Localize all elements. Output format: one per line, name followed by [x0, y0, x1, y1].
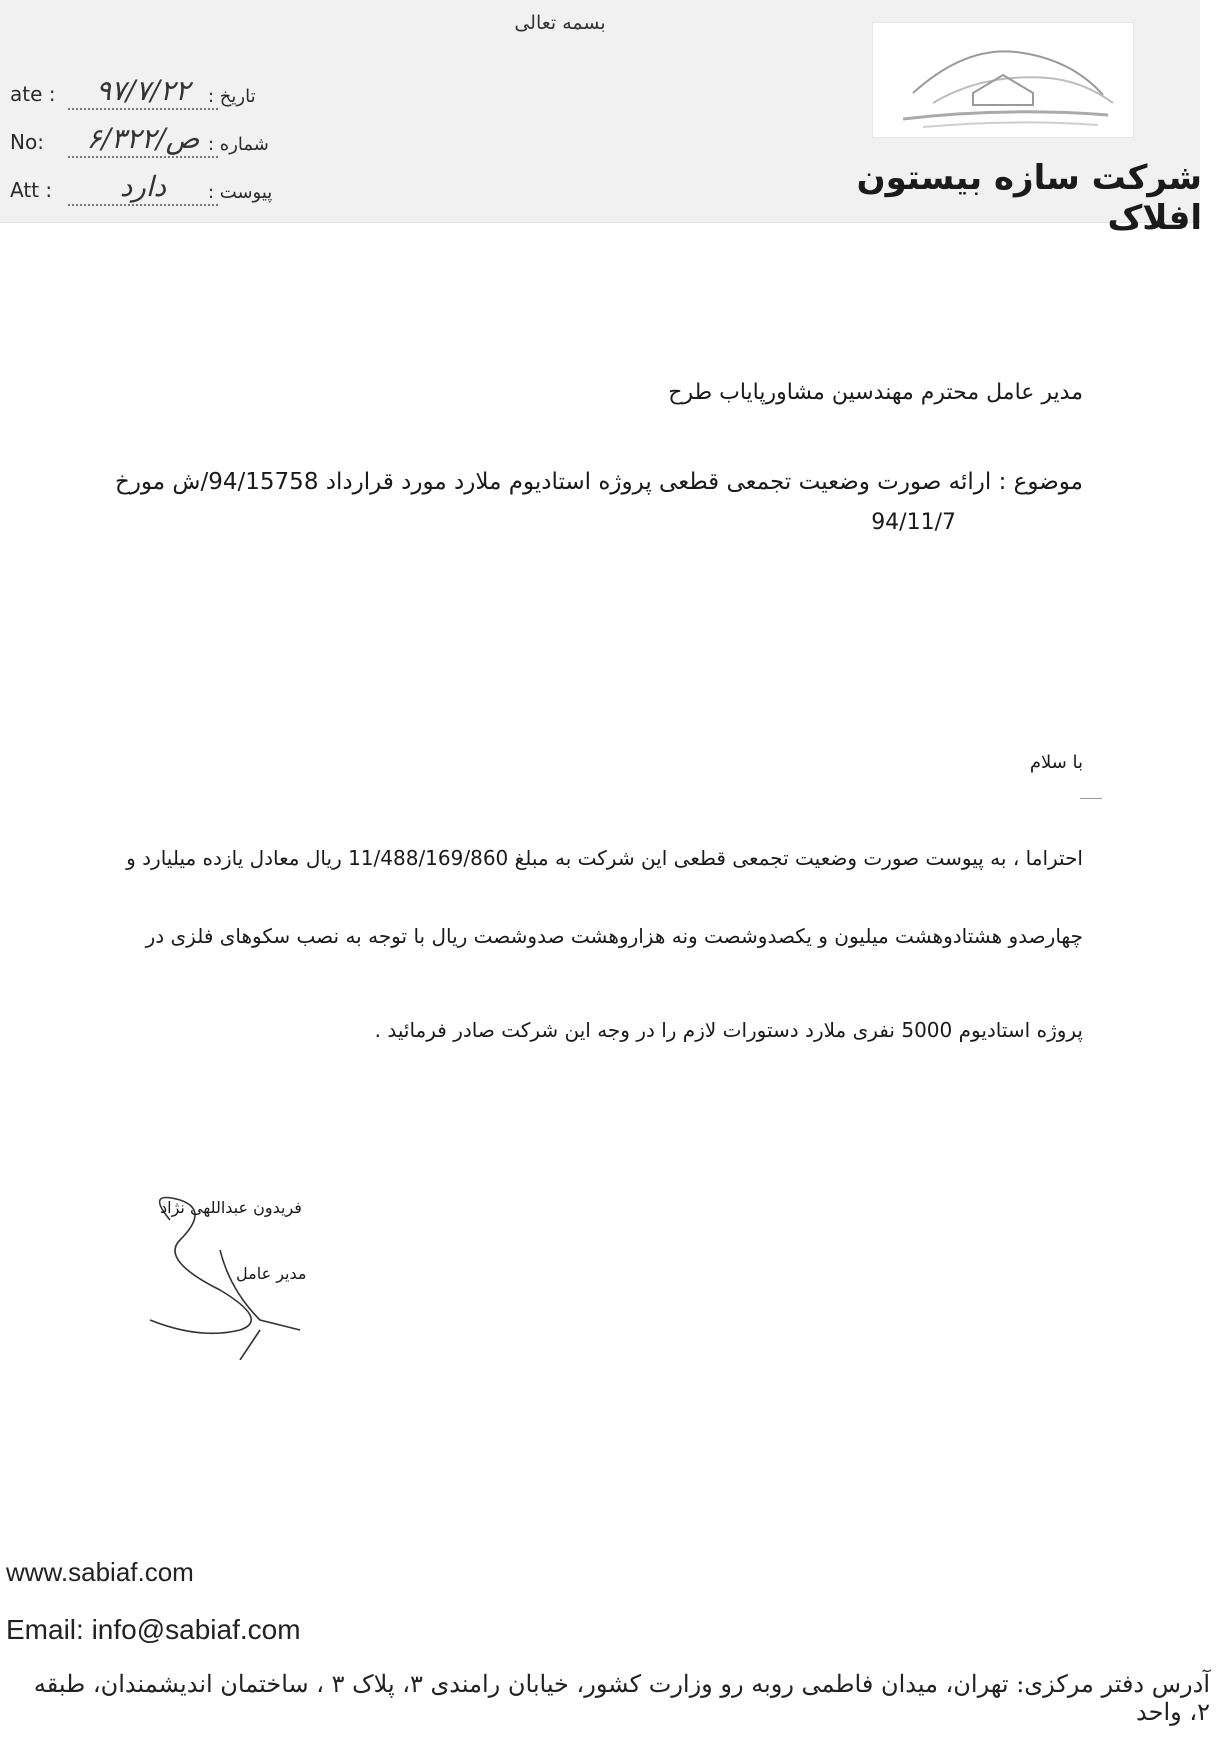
signer-title: مدیر عامل — [236, 1264, 307, 1283]
company-logo — [872, 22, 1134, 138]
number-label-en: No: — [10, 130, 44, 154]
number-row — [0, 122, 280, 164]
body-paragraph-line-1: احتراما ، به پیوست صورت وضعیت تجمعی قطعی این شرکت به مبلغ 11/488/169/860 ریال معادل یازده میلیارد و — [126, 846, 1083, 870]
company-logo-mountain-icon — [873, 23, 1133, 137]
attachment-label-fa: پیوست : — [208, 182, 273, 203]
footer-website: www.sabiaf.com — [6, 1557, 194, 1587]
signer-name: فریدون عبداللهی نژاد — [160, 1198, 302, 1217]
date-label-fa: تاریخ : — [208, 86, 256, 107]
footer-address: آدرس دفتر مرکزی: تهران، میدان فاطمی روبه رو وزارت کشور، خیابان رامندی ۳، پلاک ۳ ، ساختمان اندیشمندان، طبقه ۲، واحد — [33, 1670, 1210, 1726]
attachment-label-en: Att : — [10, 178, 53, 202]
number-label-fa: شماره : — [208, 134, 269, 155]
number-value: ۶/ص/۳۲۲ — [68, 122, 218, 158]
besmele-heading: بسمه تعالی — [514, 12, 606, 34]
subject-line: موضوع : ارائه صورت وضعیت تجمعی قطعی پروژه استادیوم ملارد مورد قرارداد 94/15758/ش مورخ — [114, 469, 1083, 495]
date-label-en: ate : — [10, 82, 56, 106]
greeting: با سلام — [1029, 752, 1083, 773]
divider — [1080, 798, 1102, 799]
company-name: شرکت سازه بیستون افلاک — [856, 158, 1202, 238]
body-paragraph-line-2: چهارصدو هشتادوهشت میلیون و یکصدوشصت ونه هزاروهشت صدوشصت ریال با توجه به نصب سکوهای فلزی در — [145, 924, 1083, 948]
subject-date: 94/11/7 — [871, 510, 956, 535]
attachment-value: دارد — [68, 170, 218, 206]
recipient-line: مدیر عامل محترم مهندسین مشاورپایاب طرح — [668, 380, 1083, 405]
date-value: ۹۷/۷/۲۲ — [68, 74, 218, 110]
date-row — [0, 74, 280, 116]
body-paragraph-line-3: پروژه استادیوم 5000 نفری ملارد دستورات لازم را در وجه این شرکت صادر فرمائید . — [374, 1018, 1083, 1042]
footer-email: Email: info@sabiaf.com — [6, 1614, 301, 1645]
attachment-row — [0, 170, 280, 212]
